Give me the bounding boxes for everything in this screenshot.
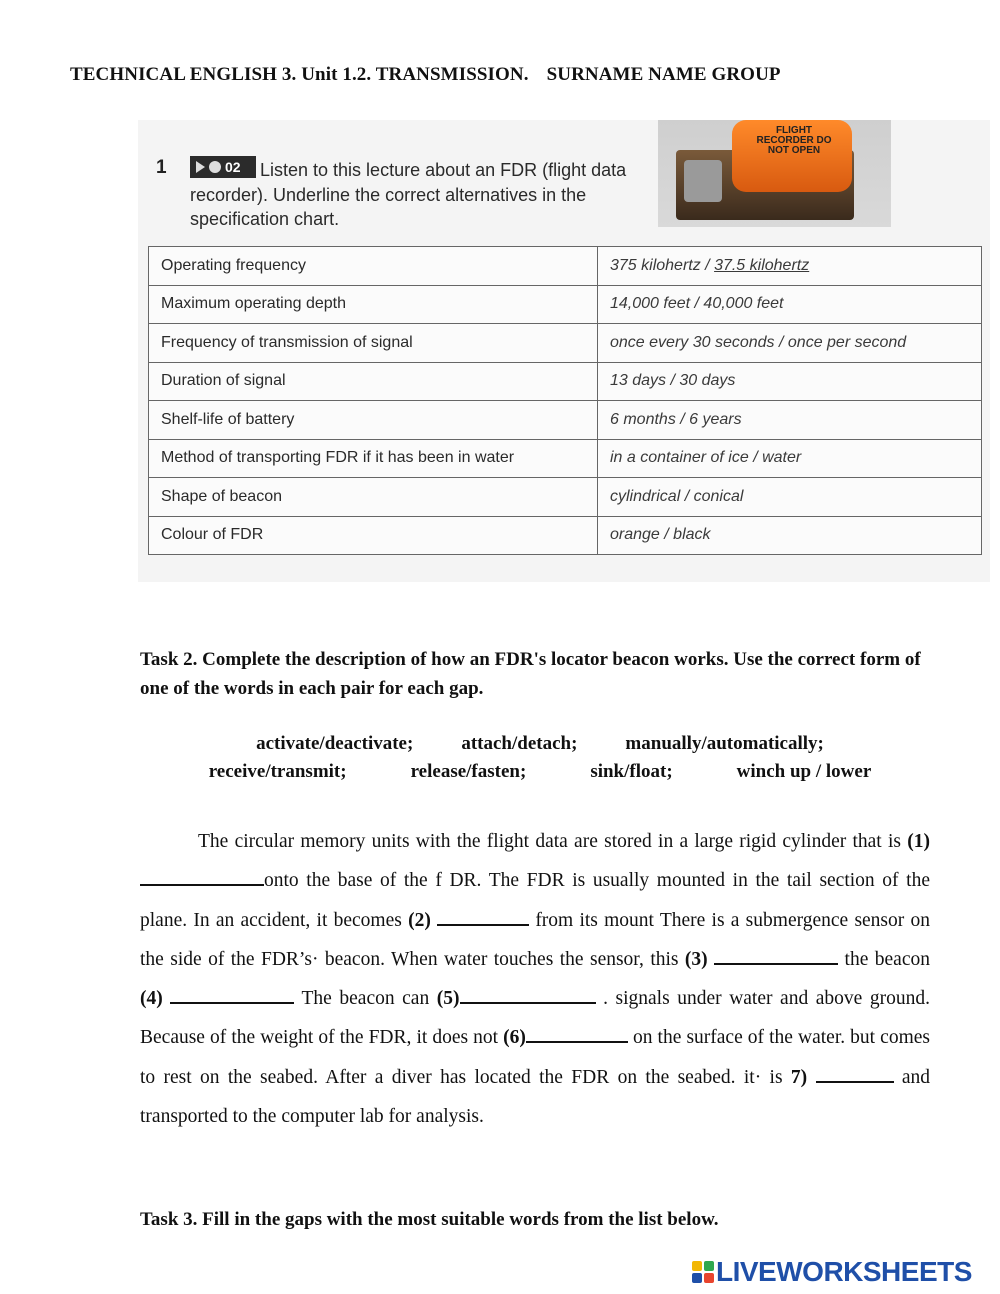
spec-options [598,401,982,440]
word-pair: attach/detach; [461,733,578,754]
gap-number: (4) [140,988,163,1010]
page-header [70,64,781,86]
answer-gap-4[interactable] [170,984,294,1004]
spec-parameter: Colour of FDR [149,516,598,555]
option-b[interactable]: water [762,449,802,467]
spec-parameter: Operating frequency [149,247,598,286]
spec-parameter: Method of transporting FDR if it has been in water [149,439,598,478]
option-separator: / [659,526,674,544]
student-fields: SURNAME NAME GROUP [546,64,781,85]
word-bank [140,730,940,786]
option-b[interactable]: 6 years [689,410,742,428]
option-a[interactable]: 375 kilohertz [610,256,701,274]
option-b[interactable]: 37.5 kilohertz [714,256,810,274]
table-row [149,324,982,363]
spec-parameter: Shelf-life of battery [149,401,598,440]
option-b[interactable]: once per second [787,333,907,351]
paragraph-text: from its mount There is a submergence sensor on the side of the FDR’s· beacon. When water touches the sensor, this [140,909,931,970]
option-separator: / [774,333,788,351]
spec-options [598,324,982,363]
gap-number: (1) [907,831,930,852]
table-row [149,401,982,440]
paragraph-text: the beacon [838,948,930,970]
option-a[interactable]: cylindrical [610,487,681,505]
option-a[interactable]: 14,000 feet [610,295,691,313]
gap-number: (2) [408,909,431,931]
paragraph-text: and transported to the computer lab for analysis. [140,1066,931,1128]
answer-gap-6[interactable] [526,1023,628,1043]
worksheet-title: TECHNICAL ENGLISH 3. Unit 1.2. TRANSMISSION. [70,64,529,85]
answer-gap-7[interactable] [816,1063,894,1083]
option-a[interactable]: orange [610,526,660,544]
spec-parameter: Duration of signal [149,362,598,401]
option-a[interactable]: 13 days [610,372,667,390]
option-b[interactable]: 40,000 feet [703,295,784,313]
word-pair: manually/automatically; [625,733,824,754]
table-row [149,516,982,555]
option-a[interactable]: in a container of ice [610,449,749,467]
paragraph-text: onto the base of the f DR. The FDR is usually mounted in the tail section of the plane. In an accident, it becomes [140,870,930,931]
answer-gap-5[interactable] [460,984,596,1004]
paragraph-text: on the surface of the water. but comes to rest on the seabed. After a diver has located the FDR on the seabed. it· is [140,1027,930,1088]
track-number: 02 [225,159,241,175]
option-a[interactable]: once every 30 seconds [610,333,775,351]
answer-gap-2[interactable] [437,906,529,926]
table-row [149,478,982,517]
option-separator: / [666,372,680,390]
option-b[interactable]: conical [693,487,744,505]
word-pair: activate/deactivate; [256,733,414,754]
option-separator: / [675,410,690,428]
task3-heading: Task 3. Fill in the gaps with the most suitable words from the list below. [140,1209,719,1230]
answer-gap-1[interactable] [140,866,264,886]
word-bank-line [140,758,940,786]
table-row [149,362,982,401]
fdr-beacon [684,160,722,202]
gap-fill-paragraph [140,822,930,1136]
answer-gap-3[interactable] [714,945,838,965]
gap-number: (6) [503,1027,526,1049]
spec-options [598,478,982,517]
fdr-label: FLIGHT RECORDER DO NOT OPEN [756,125,832,156]
option-separator: / [680,487,694,505]
word-pair: release/fasten; [410,761,527,782]
table-row [149,247,982,286]
word-pair: winch up / lower [736,761,872,782]
spec-parameter: Frequency of transmission of signal [149,324,598,363]
specification-chart [148,246,982,555]
gap-number: (3) [684,948,708,970]
option-separator: / [748,449,763,467]
paragraph-text: The beacon can [294,988,437,1010]
spec-options [598,247,982,286]
exercise-instructions: Listen to this lecture about an FDR (flight data recorder). Underline the correct alternatives in the specification chart. [190,160,627,229]
table-row [149,439,982,478]
liveworksheets-logo [692,1256,972,1288]
paragraph-text: . signals under water and above ground. Because of the weight of the FDR, it does not [140,988,930,1049]
fdr-photo [658,120,891,227]
option-separator: / [690,295,704,313]
gap-number: 7) [790,1066,808,1088]
spec-options [598,362,982,401]
option-b[interactable]: 30 days [679,372,736,390]
spec-parameter: Maximum operating depth [149,285,598,324]
word-pair: sink/float; [590,761,673,782]
task2-heading: Task 2. Complete the description of how an FDR's locator beacon works. Use the correct form of one of the words in each pair for each gap. [140,649,921,699]
word-bank-line [140,730,940,758]
spec-options [598,285,982,324]
option-separator: / [700,256,715,274]
logo-text: LIVEWORKSHEETS [716,1256,972,1287]
spec-options [598,516,982,555]
table-row [149,285,982,324]
option-a[interactable]: 6 months [610,410,676,428]
exercise-number: 1 [156,157,167,178]
spec-parameter: Shape of beacon [149,478,598,517]
logo-icon [692,1261,714,1283]
spec-options [598,439,982,478]
option-b[interactable]: black [673,526,711,544]
paragraph-text: The circular memory units with the flight data are stored in a large rigid cylinder that is [198,831,908,852]
gap-number: (5) [436,988,460,1010]
word-pair: receive/transmit; [208,761,347,782]
